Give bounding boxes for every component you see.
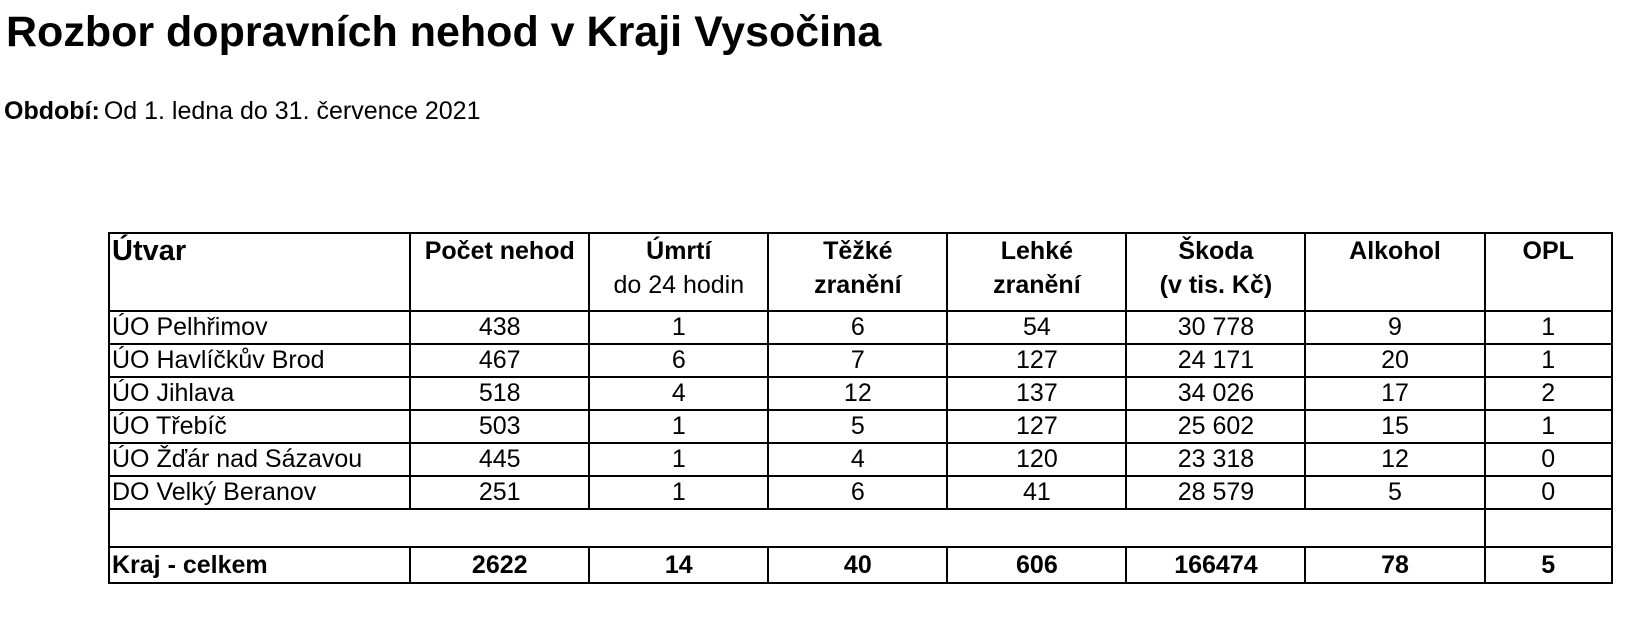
accident-table [108, 232, 1613, 584]
cell-unit: ÚO Žďár nad Sázavou [109, 443, 410, 476]
cell-skoda: 25 602 [1126, 410, 1305, 443]
period-line [4, 96, 480, 126]
cell-unit: ÚO Jihlava [109, 377, 410, 410]
cell-unit: ÚO Havlíčkův Brod [109, 344, 410, 377]
cell-tezke-zraneni: 7 [768, 344, 947, 377]
cell-opl: 0 [1485, 443, 1613, 476]
cell-pocet-nehod: 445 [410, 443, 589, 476]
total-opl: 5 [1485, 547, 1613, 583]
cell-lehke-zraneni: 137 [947, 377, 1126, 410]
cell-tezke-zraneni: 6 [768, 311, 947, 344]
header-lehke-line1: Lehké [1000, 237, 1074, 265]
spacer-row [109, 509, 1612, 547]
period-value: Od 1. ledna do 31. července 2021 [103, 97, 481, 125]
header-lehke-zraneni [947, 233, 1126, 311]
cell-tezke-zraneni: 6 [768, 476, 947, 509]
header-utvar-label: Útvar [112, 235, 187, 267]
header-tezke-line2: zranění [814, 271, 902, 299]
cell-lehke-zraneni: 127 [947, 410, 1126, 443]
table-row [109, 476, 1612, 509]
cell-lehke-zraneni: 127 [947, 344, 1126, 377]
spacer-cell [109, 509, 1485, 547]
table-row [109, 443, 1612, 476]
header-tezke-line1: Těžké [823, 237, 893, 265]
cell-unit: ÚO Třebíč [109, 410, 410, 443]
cell-unit: DO Velký Beranov [109, 476, 410, 509]
table-row [109, 377, 1612, 410]
table-row [109, 311, 1612, 344]
cell-umrti: 1 [589, 410, 768, 443]
total-label: Kraj - celkem [109, 547, 410, 583]
table-row [109, 410, 1612, 443]
header-lehke-line2: zranění [993, 271, 1081, 299]
cell-skoda: 24 171 [1126, 344, 1305, 377]
cell-umrti: 1 [589, 476, 768, 509]
spacer-cell [1485, 509, 1613, 547]
cell-tezke-zraneni: 5 [768, 410, 947, 443]
cell-skoda: 23 318 [1126, 443, 1305, 476]
cell-pocet-nehod: 251 [410, 476, 589, 509]
header-alkohol [1305, 233, 1484, 311]
total-umrti: 14 [589, 547, 768, 583]
cell-umrti: 4 [589, 377, 768, 410]
total-tezke-zraneni: 40 [768, 547, 947, 583]
cell-pocet-nehod: 503 [410, 410, 589, 443]
cell-tezke-zraneni: 12 [768, 377, 947, 410]
cell-alkohol: 20 [1305, 344, 1484, 377]
cell-unit: ÚO Pelhřimov [109, 311, 410, 344]
total-row [109, 547, 1612, 583]
header-umrti-line2: do 24 hodin [613, 271, 745, 299]
cell-umrti: 6 [589, 344, 768, 377]
cell-opl: 1 [1485, 311, 1613, 344]
cell-umrti: 1 [589, 311, 768, 344]
cell-alkohol: 5 [1305, 476, 1484, 509]
cell-lehke-zraneni: 54 [947, 311, 1126, 344]
header-opl [1485, 233, 1613, 311]
cell-opl: 1 [1485, 344, 1613, 377]
cell-skoda: 28 579 [1126, 476, 1305, 509]
cell-lehke-zraneni: 41 [947, 476, 1126, 509]
cell-pocet-nehod: 518 [410, 377, 589, 410]
header-pocet-nehod-label: Počet nehod [424, 237, 575, 265]
cell-tezke-zraneni: 4 [768, 443, 947, 476]
cell-opl: 2 [1485, 377, 1613, 410]
cell-pocet-nehod: 467 [410, 344, 589, 377]
cell-opl: 1 [1485, 410, 1613, 443]
table-header-row [109, 233, 1612, 311]
cell-lehke-zraneni: 120 [947, 443, 1126, 476]
total-alkohol: 78 [1305, 547, 1484, 583]
cell-skoda: 34 026 [1126, 377, 1305, 410]
header-tezke-zraneni [768, 233, 947, 311]
header-umrti-line1: Úmrtí [646, 237, 712, 265]
cell-alkohol: 9 [1305, 311, 1484, 344]
cell-skoda: 30 778 [1126, 311, 1305, 344]
cell-umrti: 1 [589, 443, 768, 476]
header-skoda-line2: (v tis. Kč) [1159, 271, 1273, 299]
header-utvar [109, 233, 410, 311]
header-opl-label: OPL [1522, 237, 1574, 265]
header-alkohol-label: Alkohol [1349, 237, 1441, 265]
table-row [109, 344, 1612, 377]
header-skoda-line1: Škoda [1178, 237, 1254, 265]
page-title: Rozbor dopravních nehod v Kraji Vysočina [6, 8, 882, 56]
cell-alkohol: 15 [1305, 410, 1484, 443]
header-umrti [589, 233, 768, 311]
header-pocet-nehod [410, 233, 589, 311]
cell-opl: 0 [1485, 476, 1613, 509]
header-skoda [1126, 233, 1305, 311]
cell-pocet-nehod: 438 [410, 311, 589, 344]
total-skoda: 166474 [1126, 547, 1305, 583]
total-lehke-zraneni: 606 [947, 547, 1126, 583]
total-pocet-nehod: 2622 [410, 547, 589, 583]
period-label: Období: [4, 97, 100, 125]
cell-alkohol: 17 [1305, 377, 1484, 410]
cell-alkohol: 12 [1305, 443, 1484, 476]
